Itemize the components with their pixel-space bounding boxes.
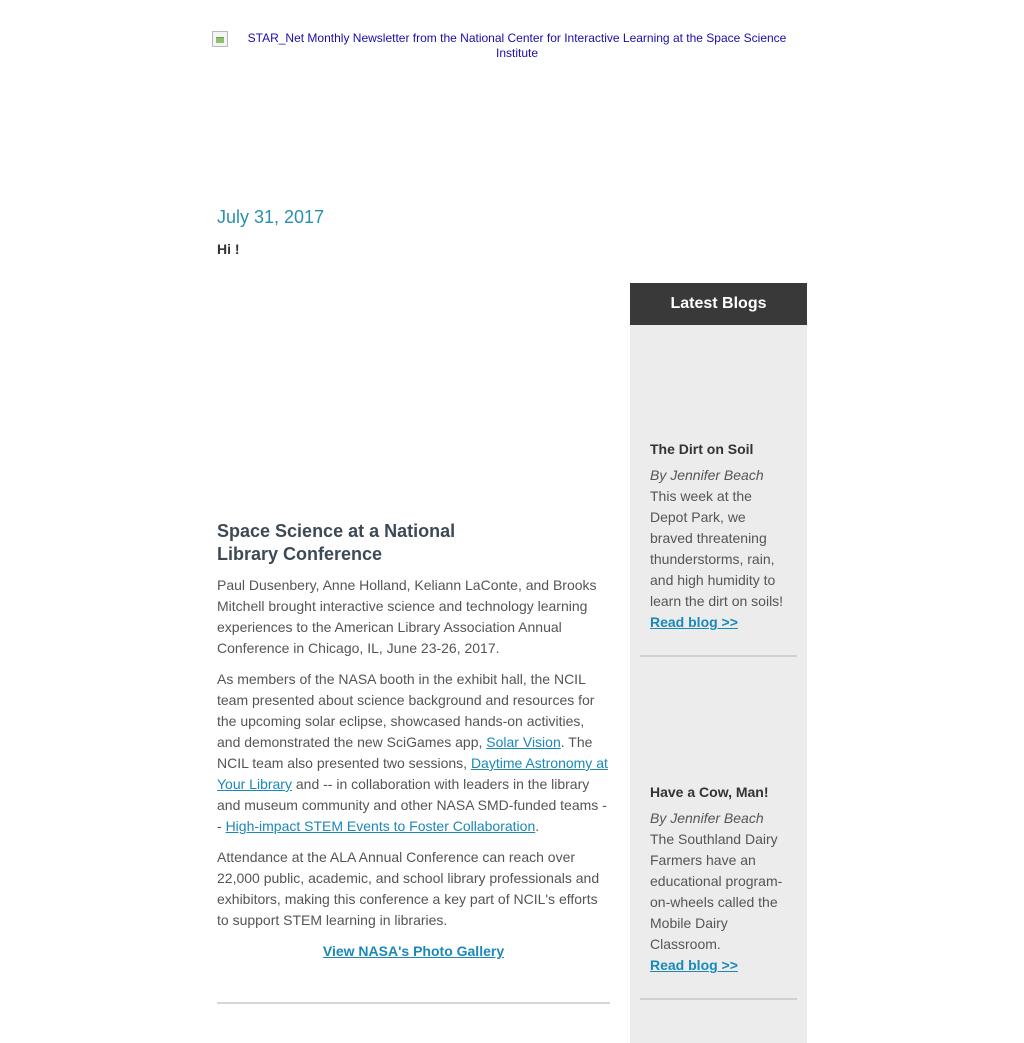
blog-photo-placeholder [650,657,787,778]
paragraph-text: . [535,818,540,834]
daytime-astronomy-link[interactable]: Daytime Astronomy at Your Library [217,755,608,792]
article-paragraph-2 [217,669,610,837]
latest-blogs-sidebar [630,283,807,1043]
article-paragraph-3: Attendance at the ALA Annual Conference can reach over 22,000 public, academic, and school library professionals and exhibitors, making this conference a key part of NCIL's efforts to support STEM learning in libraries. [217,849,600,928]
blog-title: Have a Cow, Man! [650,784,769,800]
stem-events-link[interactable]: High-impact STEM Events to Foster Collaboration [225,818,536,834]
blog-excerpt: The Southland Dairy Farmers have an educational program-on-wheels called the Mobile Dairy Classroom. [650,831,783,952]
paragraph-text: and -- in collaboration with leaders in the library and museum community and other NASA SMD-funded teams -- [217,776,607,834]
header-image-alt-text: STAR_Net Monthly Newsletter from the National Center for Interactive Learning at the Space Science Institute [247,31,787,60]
article-title: Space Science at a National Library Conference [217,521,456,564]
newsletter-date: July 31, 2017 [217,207,325,227]
gallery-link-container [217,943,610,959]
blog-excerpt: This week at the Depot Park, we braved threatening thunderstorms, rain, and high humidity to learn the dirt on soils! [650,488,784,609]
read-blog-link[interactable]: Read blog >> [650,614,738,630]
blog-author: By Jennifer Beach [650,467,764,483]
solar-vision-link[interactable]: Solar Vision [486,734,561,750]
blog-author: By Jennifer Beach [650,810,764,826]
main-article [217,283,610,959]
blog-title: The Dirt on Soil [650,441,754,457]
photo-gallery-link[interactable]: View NASA's Photo Gallery [322,943,505,959]
read-blog-link[interactable]: Read blog >> [650,957,738,973]
blog-photo-placeholder [650,325,787,435]
article-paragraph-1: Paul Dusenbery, Anne Holland, Keliann LaConte, and Brooks Mitchell brought interactive science and technology learning experiences to the American Library Association Annual Conference in Chicago, IL, June 23-26, 2017. [217,577,597,656]
blog-divider [640,998,797,1000]
article-photo-placeholder [217,283,610,520]
article-divider [217,1002,610,1004]
paragraph-text: As members of the NASA booth in the exhibit hall, the NCIL team presented about science background and resources for the upcoming solar eclipse, showcased hands-on activities, and demonstrated the new SciGames app, [217,671,595,750]
greeting: Hi ! [217,241,240,257]
sidebar-title: Latest Blogs [630,283,807,325]
blog-item [630,657,807,976]
blog-item [630,325,807,633]
broken-image-icon [212,31,228,47]
paragraph-text: . The NCIL team also presented two sessions, [217,734,593,771]
newsletter-header-image[interactable] [212,31,808,61]
